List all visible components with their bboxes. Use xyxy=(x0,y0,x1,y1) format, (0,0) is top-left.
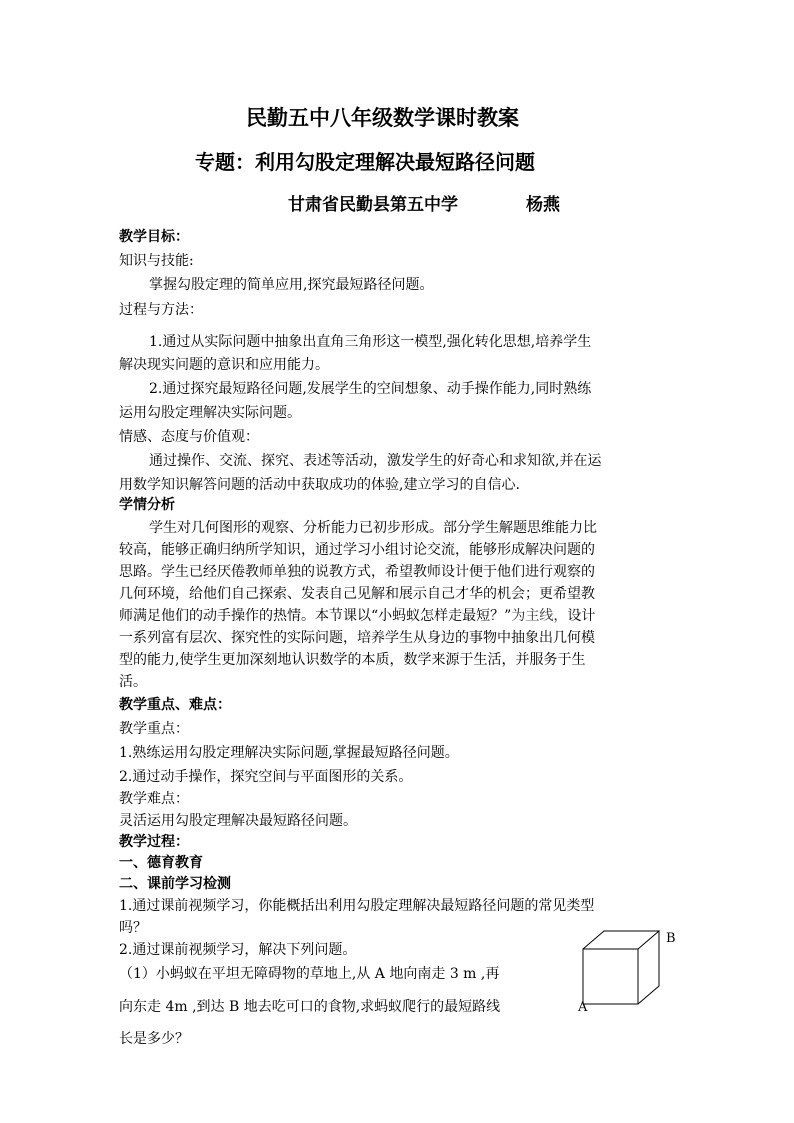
question-2-1-line1: （1）小蚂蚁在平坦无障碍物的草地上,从 A 地向南走 3 m ,再 xyxy=(119,966,500,982)
question-2: 2.通过课前视频学习，解决下列问题。 xyxy=(119,942,357,958)
focus-label: 教学重点： xyxy=(119,721,189,737)
question-2-1-line3: 长是多少？ xyxy=(119,1031,189,1047)
analysis-line6: 一系列富有层次、探究性的实际问题，培养学生从身边的事物中抽象出几何模 xyxy=(119,630,595,646)
knowledge-text: 掌握勾股定理的简单应用,探究最短路径问题。 xyxy=(149,277,434,293)
cube-front-face xyxy=(583,949,638,1004)
analysis-line2: 较高，能够正确归纳所学知识，通过学习小组讨论交流，能够形成解决问题的 xyxy=(119,542,595,558)
analysis-line8: 活。 xyxy=(119,674,147,690)
attitude-line1: 通过操作、交流、探究、表述等活动，激发学生的好奇心和求知欲,并在运 xyxy=(149,453,602,469)
process-item-1-line2: 解决现实问题的意识和应用能力。 xyxy=(119,357,329,373)
school-name: 甘肃省民勤县第五中学 xyxy=(288,195,458,215)
keypoints-heading: 教学重点、难点： xyxy=(119,697,231,713)
attitude-line2: 用数学知识解答问题的活动中获取成功的体验,建立学习的自信心. xyxy=(119,477,520,493)
author-name: 杨燕 xyxy=(526,195,560,215)
focus-item-1: 1.熟练运用勾股定理解决实际问题,掌握最短路径问题。 xyxy=(119,745,459,761)
analysis-line5-tail: 设计 xyxy=(567,608,596,624)
analysis-line1: 学生对几何图形的观察、分析能力已初步形成。部分学生解题思维能力比 xyxy=(149,520,597,536)
focus-item-2: 2.通过动手操作，探究空间与平面图形的关系。 xyxy=(119,769,413,785)
question-1-line2: 吗？ xyxy=(119,920,147,936)
analysis-heading: 学情分析 xyxy=(119,497,175,513)
section-prestudy-check: 二、课前学习检测 xyxy=(119,876,231,892)
process-item-1-line1: 1.通过从实际问题中抽象出直角三角形这一模型,强化转化思想,培养学生 xyxy=(149,334,592,350)
objectives-heading: 教学目标： xyxy=(119,229,189,245)
difficulty-label: 教学难点： xyxy=(119,791,189,807)
page-title: 民勤五中八年级数学课时教案 xyxy=(246,105,519,130)
difficulty-text: 灵活运用勾股定理解决最短路径问题。 xyxy=(119,813,357,829)
process-label: 过程与方法： xyxy=(119,302,203,318)
cube-label-b: B xyxy=(666,931,676,946)
cube-side-face xyxy=(638,931,659,1004)
page-subtitle: 专题：利用勾股定理解决最短路径问题 xyxy=(195,150,535,174)
analysis-line5-theme: 为主线， xyxy=(511,608,568,624)
analysis-line7: 型的能力,使学生更加深刻地认识数学的本质，数学来源于生活，并服务于生 xyxy=(119,652,586,668)
section-moral-education: 一、德育教育 xyxy=(119,855,203,871)
question-1-line1: 1.通过课前视频学习，你能概括出利用勾股定理解决最短路径问题的常见类型 xyxy=(119,898,595,914)
knowledge-label: 知识与技能: xyxy=(119,253,194,269)
cube-figure xyxy=(570,925,680,1015)
cube-top-face xyxy=(583,931,659,949)
analysis-line3: 思路。学生已经厌倦教师单独的说教方式，希望教师设计便于他们进行观察的 xyxy=(119,564,595,580)
process-item-2-line1: 2.通过探究最短路径问题,发展学生的空间想象、动手操作能力,同时熟练 xyxy=(149,381,592,397)
cube-label-a: A xyxy=(578,1000,588,1015)
analysis-line4: 几何环境，给他们自己探索、发表自己见解和展示自己才华的机会；更希望教 xyxy=(119,586,595,602)
analysis-line5-main: 师满足他们的动手操作的热情。本节课以“小蚂蚁怎样走最短？” xyxy=(119,608,512,624)
question-2-1-line2: 向东走 4m ,到达 B 地去吃可口的食物,求蚂蚁爬行的最短路线 xyxy=(119,999,501,1015)
attitude-label: 情感、态度与价值观： xyxy=(119,429,259,445)
process-heading: 教学过程： xyxy=(119,834,189,850)
process-item-2-line2: 运用勾股定理解决实际问题。 xyxy=(119,405,301,421)
analysis-line5 xyxy=(119,605,595,625)
